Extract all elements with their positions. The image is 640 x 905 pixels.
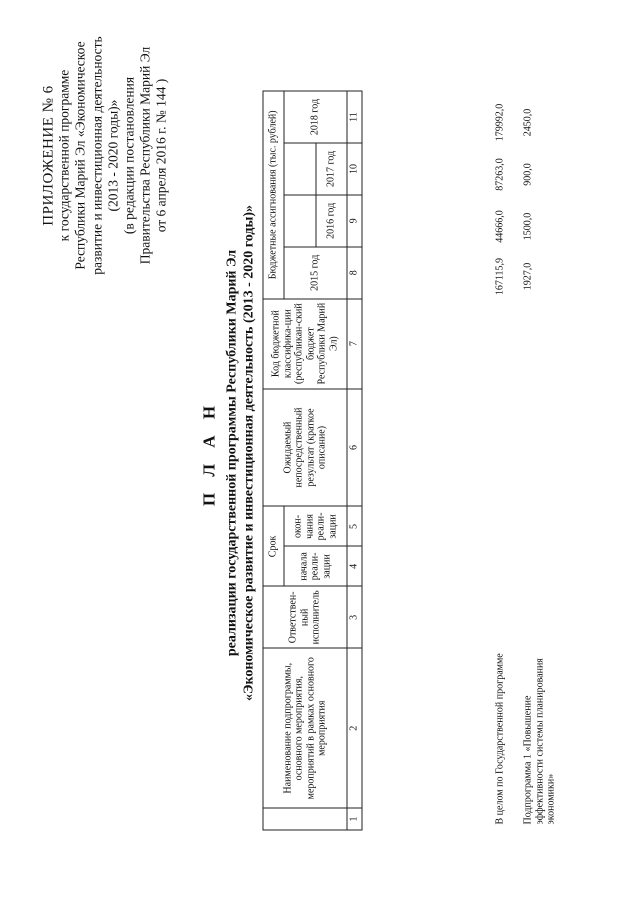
row-value-2016: 44666,0 [494, 209, 505, 243]
header-year: 2017 год [315, 143, 347, 195]
row-value-2018: 179992,0 [494, 103, 505, 141]
row-label: В целом по Государственной программе [494, 652, 505, 824]
table-row [494, 90, 522, 830]
column-number: 9 [347, 194, 362, 246]
appendix-line: к государственной программе [56, 69, 72, 241]
header-year: 2015 год [284, 246, 347, 298]
header-cell-empty [284, 143, 316, 195]
table-row [522, 90, 556, 830]
row-value-2017: 87263,0 [494, 157, 505, 191]
appendix-line: Правительства Республики Марий Эл [137, 46, 153, 264]
header-cell-empty [284, 194, 316, 246]
column-number: 1 [347, 808, 362, 830]
row-label: Подпрограмма 1 «Повышение эффективности системы планирования экономики» [522, 657, 556, 824]
column-number: 6 [347, 388, 362, 506]
header-result: Ожидаемый непосредственный результат (краткое описание) [263, 388, 347, 506]
appendix-line: (в редакции постановления [121, 76, 137, 234]
appendix-line: Республики Марий Эл «Экономическое [72, 40, 88, 270]
plan-table [262, 90, 362, 830]
row-value-2015: 167115,9 [494, 257, 505, 295]
appendix-line: (2013 - 2020 годы)» [104, 99, 120, 211]
column-number: 2 [347, 648, 362, 808]
column-number: 5 [347, 506, 362, 546]
header-term: Срок [263, 506, 284, 586]
plan-data-rows [494, 90, 556, 830]
column-number: 7 [347, 298, 362, 388]
header-cell-empty [263, 808, 347, 830]
plan-heading [200, 0, 257, 905]
row-value-2016: 1500,0 [522, 212, 533, 240]
header-term-start: начала реали-зации [284, 546, 347, 586]
appendix-block [40, 5, 170, 305]
header-responsible: Ответствен-ный исполнитель [263, 586, 347, 648]
header-name: Наименование подпрограммы, основного мероприятия, мероприятий в рамках основного мероприятия [263, 648, 347, 808]
row-value-2017: 900,0 [522, 162, 533, 186]
appendix-line: развитие и инвестиционная деятельность [88, 35, 104, 275]
row-value-2018: 2450,0 [522, 108, 533, 136]
column-number: 8 [347, 246, 362, 298]
plan-title: П Л А Н [199, 399, 218, 506]
header-budget: Бюджетные ассигнования (тыс. рублей) [263, 91, 284, 299]
appendix-line: от 6 апреля 2016 г. № 144 ) [153, 78, 169, 232]
plan-subtitle: «Экономическое развитие и инвестиционная деятельность (2013 - 2020 годы)» [241, 204, 256, 701]
header-term-end: окон-чания реали-зации [284, 506, 347, 546]
header-year: 2018 год [284, 91, 347, 143]
appendix-title: ПРИЛОЖЕНИЕ № 6 [40, 84, 56, 226]
header-year: 2016 год [315, 194, 347, 246]
plan-subtitle: реализации государственной программы Республики Марий Эл [224, 249, 239, 656]
column-number: 10 [347, 143, 362, 195]
header-code: Код бюджетной классифика-ции (республикан-ский бюджет Республики Марий Эл) [263, 298, 347, 388]
column-number: 3 [347, 586, 362, 648]
column-number: 4 [347, 546, 362, 586]
row-value-2015: 1927,0 [522, 262, 533, 290]
column-number: 11 [347, 91, 362, 143]
